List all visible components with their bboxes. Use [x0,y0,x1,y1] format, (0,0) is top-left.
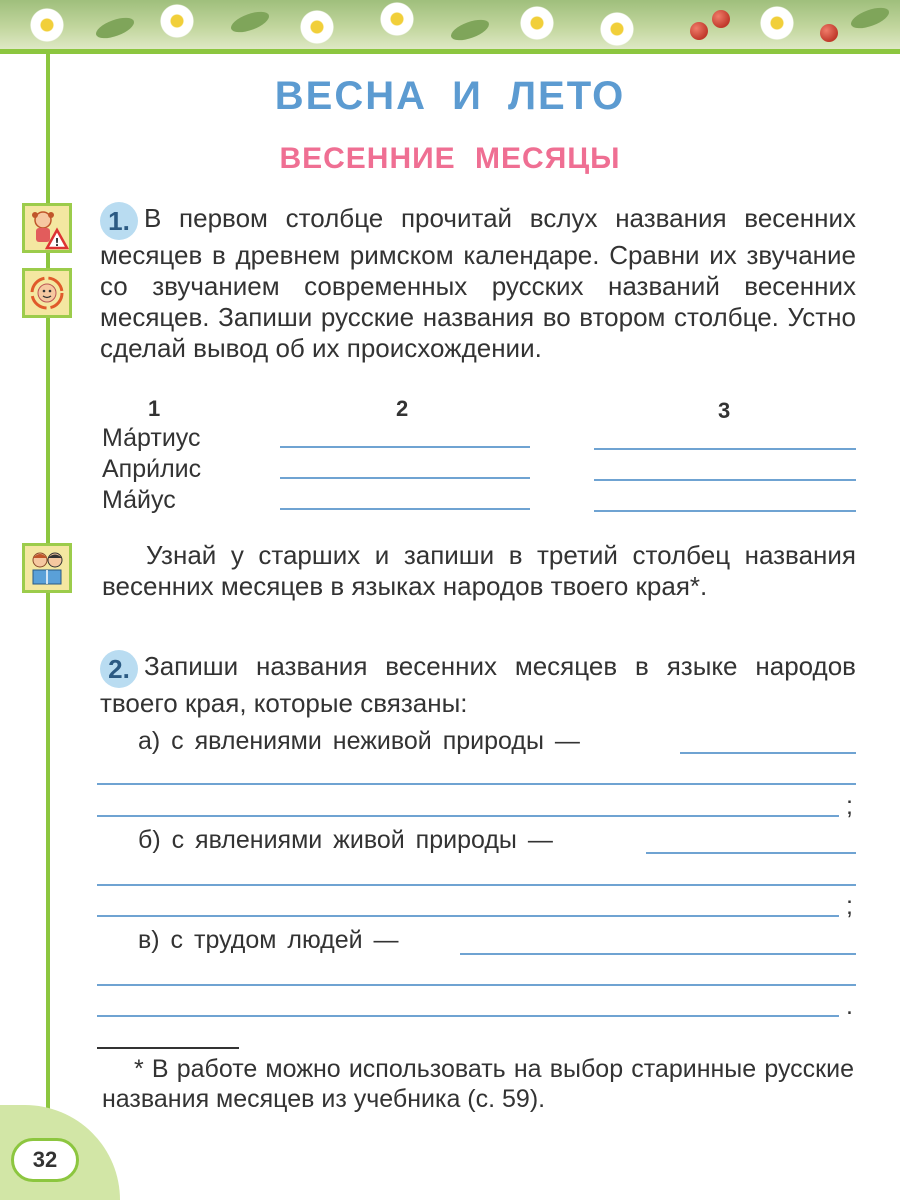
daisy-icon [30,8,64,42]
task-2-text: Запиши названия весенних месяцев в языке народов твоего края, которые связаны: [100,651,856,718]
answer-line-b3[interactable] [97,915,839,917]
punctuation-semicolon: ; [846,892,853,920]
option-a-label: а) с явлениями неживой природы — [138,727,580,755]
svg-text:!: ! [54,236,60,249]
month-name-1: Ма́ртиус [102,424,201,452]
task-1-note: Узнай у старших и запиши в третий столбец названия весенних месяцев в языках народов твоего края*. [102,540,856,601]
leaf-icon [848,4,891,33]
option-c-label: в) с трудом людей — [138,926,399,954]
daisy-icon [380,2,414,36]
reading-children-icon [22,543,72,593]
leaf-icon [448,16,491,45]
leaf-icon [228,8,271,37]
daisy-icon [520,6,554,40]
task-1-text: В первом столбце прочитай вслух названия весенних месяцев в древнем римском календаре. Сравни их звучание со звучанием современных русских названий весенних месяцев. Запиши русские названия во втором столбце. Устно сделай вывод об их происхождении. [100,203,856,363]
answer-line-c1[interactable] [460,953,856,955]
answer-line-c2[interactable] [97,984,856,986]
answer-line-col2-row1[interactable] [280,446,530,448]
month-name-2: Апри́лис [102,455,202,483]
answer-line-col2-row3[interactable] [280,508,530,510]
answer-line-b2[interactable] [97,884,856,886]
answer-line-col3-row2[interactable] [594,479,856,481]
task-number-badge: 2. [100,650,138,688]
page-title: ВЕСНА И ЛЕТО [274,74,626,118]
section-subtitle: ВЕСЕННИЕ МЕСЯЦЫ [279,142,621,175]
girl-warning-icon [22,203,72,253]
daisy-icon [160,4,194,38]
berry-icon [820,24,838,42]
decorative-banner [0,0,900,50]
punctuation-period: . [846,992,853,1020]
leaf-icon [93,14,136,43]
banner-divider [0,49,900,54]
answer-line-col3-row1[interactable] [594,448,856,450]
punctuation-semicolon: ; [846,792,853,820]
berry-icon [712,10,730,28]
berry-icon [690,22,708,40]
answer-line-c3[interactable] [97,1015,839,1017]
answer-line-col2-row2[interactable] [280,477,530,479]
answer-line-a1[interactable] [680,752,856,754]
daisy-icon [600,12,634,46]
task-1 [100,202,856,364]
column-header-2: 2 [396,396,409,421]
task-number-badge: 1. [100,202,138,240]
footnote: * В работе можно использовать на выбор старинные русские названия месяцев из учебника (с. 59). [102,1055,854,1113]
daisy-icon [300,10,334,44]
task-2 [100,650,856,719]
footnote-divider [97,1047,239,1049]
cycle-face-icon [22,268,72,318]
page-number: 32 [11,1138,79,1182]
option-b-label: б) с явлениями живой природы — [138,826,553,854]
month-name-3: Ма́йус [102,486,176,514]
answer-line-a2[interactable] [97,783,856,785]
answer-line-col3-row3[interactable] [594,510,856,512]
daisy-icon [760,6,794,40]
column-header-3: 3 [718,398,731,423]
column-header-1: 1 [148,396,161,421]
answer-line-b1[interactable] [646,852,856,854]
answer-line-a3[interactable] [97,815,839,817]
